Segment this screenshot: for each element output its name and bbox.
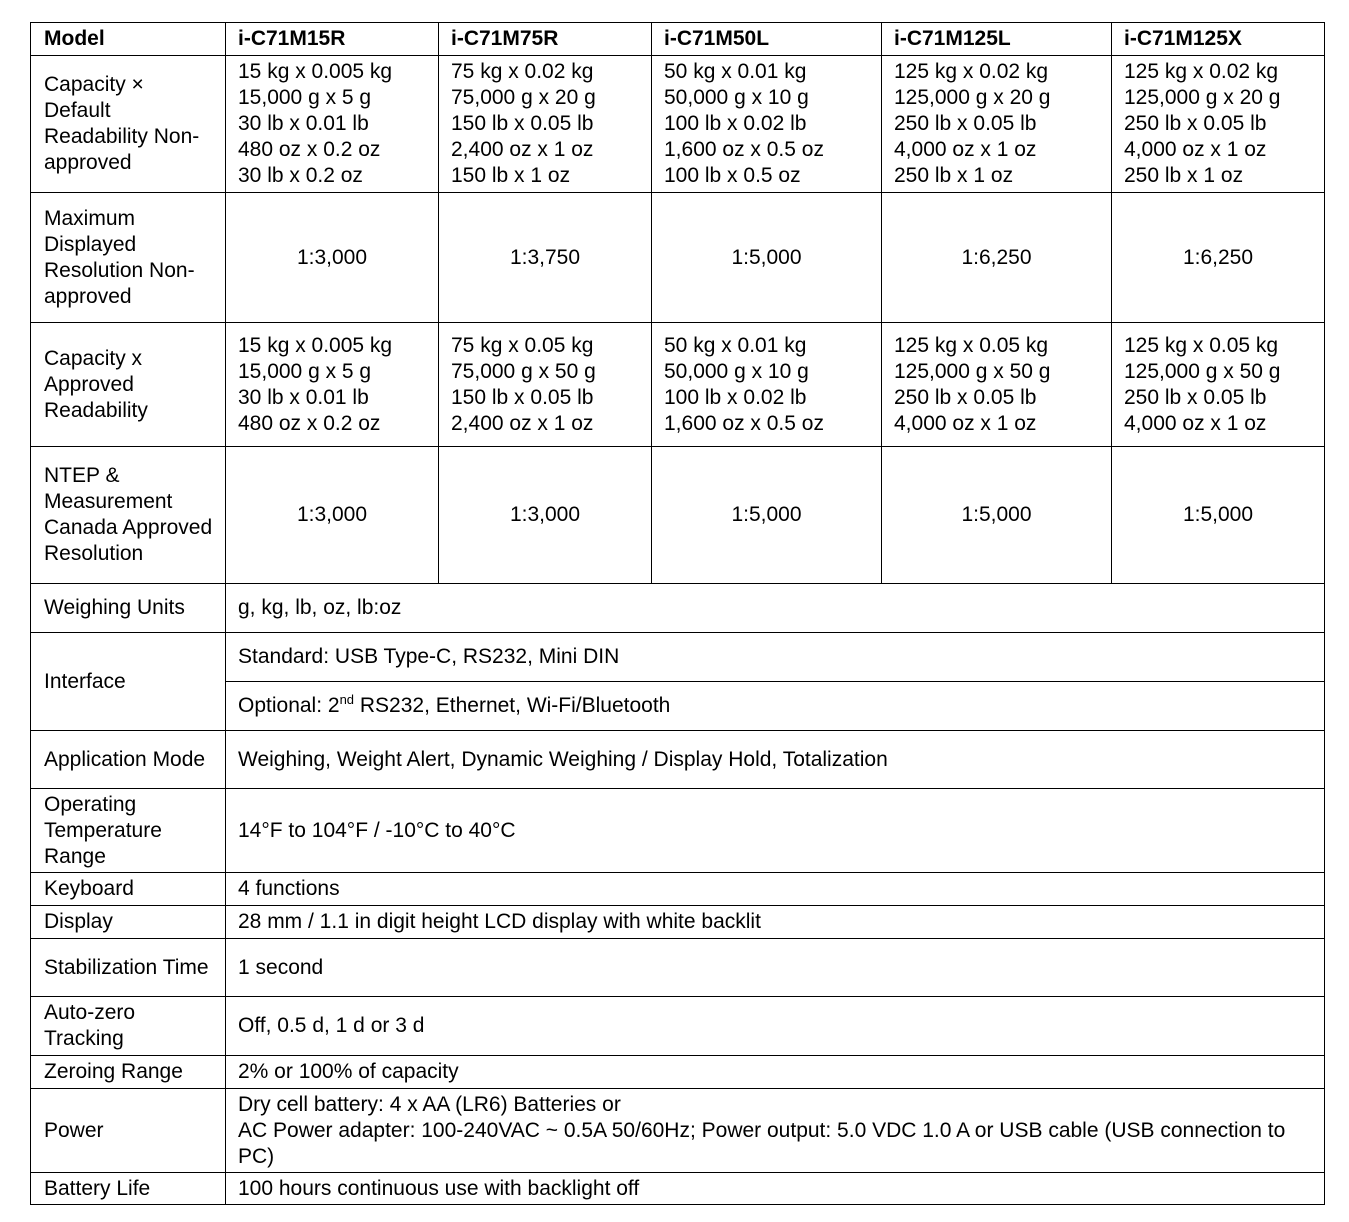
model-name: i-C71M125L — [882, 23, 1112, 56]
capacity-cell: 125 kg x 0.02 kg 125,000 g x 20 g 250 lb x 0.05 lb 4,000 oz x 1 oz 250 lb x 1 oz — [1112, 56, 1325, 193]
value-cell: 4 functions — [226, 873, 1325, 906]
resolution-cell: 1:5,000 — [652, 447, 882, 584]
weighing-units-row — [31, 584, 1325, 633]
specifications-table — [30, 22, 1325, 1205]
resolution-cell: 1:6,250 — [882, 193, 1112, 323]
resolution-cell: 1:5,000 — [1112, 447, 1325, 584]
row-label: Keyboard — [31, 873, 226, 906]
model-name: i-C71M15R — [226, 23, 439, 56]
resolution-cell: 1:3,000 — [226, 447, 439, 584]
value-cell: 14°F to 104°F / -10°C to 40°C — [226, 789, 1325, 873]
auto-zero-row — [31, 997, 1325, 1056]
resolution-cell: 1:5,000 — [882, 447, 1112, 584]
model-header: Model — [31, 23, 226, 56]
value-cell: 28 mm / 1.1 in digit height LCD display with white backlit — [226, 906, 1325, 939]
row-label: Power — [31, 1089, 226, 1173]
row-label: Stabilization Time — [31, 939, 226, 997]
row-label: Capacity x Approved Readability — [31, 323, 226, 447]
keyboard-row — [31, 873, 1325, 906]
capacity-cell: 125 kg x 0.05 kg 125,000 g x 50 g 250 lb x 0.05 lb 4,000 oz x 1 oz — [1112, 323, 1325, 447]
ntep-row — [31, 447, 1325, 584]
row-label: Interface — [31, 633, 226, 731]
capacity-approved-row — [31, 323, 1325, 447]
capacity-cell: 15 kg x 0.005 kg 15,000 g x 5 g 30 lb x 0.01 lb 480 oz x 0.2 oz 30 lb x 0.2 oz — [226, 56, 439, 193]
resolution-cell: 1:3,000 — [226, 193, 439, 323]
capacity-cell: 75 kg x 0.02 kg 75,000 g x 20 g 150 lb x 0.05 lb 2,400 oz x 1 oz 150 lb x 1 oz — [439, 56, 652, 193]
model-name: i-C71M75R — [439, 23, 652, 56]
resolution-cell: 1:3,000 — [439, 447, 652, 584]
capacity-cell: 15 kg x 0.005 kg 15,000 g x 5 g 30 lb x 0.01 lb 480 oz x 0.2 oz — [226, 323, 439, 447]
capacity-cell: 125 kg x 0.02 kg 125,000 g x 20 g 250 lb x 0.05 lb 4,000 oz x 1 oz 250 lb x 1 oz — [882, 56, 1112, 193]
battery-life-row — [31, 1173, 1325, 1205]
row-label: Maximum Displayed Resolution Non-approved — [31, 193, 226, 323]
power-row — [31, 1089, 1325, 1173]
capacity-cell: 50 kg x 0.01 kg 50,000 g x 10 g 100 lb x 0.02 lb 1,600 oz x 0.5 oz — [652, 323, 882, 447]
operating-temperature-row — [31, 789, 1325, 873]
value-cell: Weighing, Weight Alert, Dynamic Weighing / Display Hold, Totalization — [226, 731, 1325, 789]
row-label: Capacity × Default Readability Non-approved — [31, 56, 226, 193]
value-cell: 1 second — [226, 939, 1325, 997]
application-mode-row — [31, 731, 1325, 789]
row-label: Zeroing Range — [31, 1056, 226, 1089]
row-label: NTEP & Measurement Canada Approved Resolution — [31, 447, 226, 584]
capacity-cell: 125 kg x 0.05 kg 125,000 g x 50 g 250 lb x 0.05 lb 4,000 oz x 1 oz — [882, 323, 1112, 447]
interface-standard: Standard: USB Type-C, RS232, Mini DIN — [226, 633, 1325, 682]
capacity-default-row — [31, 56, 1325, 193]
row-label: Weighing Units — [31, 584, 226, 633]
interface-row — [31, 633, 1325, 682]
display-row — [31, 906, 1325, 939]
zeroing-range-row — [31, 1056, 1325, 1089]
row-label: Auto-zero Tracking — [31, 997, 226, 1056]
stabilization-time-row — [31, 939, 1325, 997]
model-name: i-C71M125X — [1112, 23, 1325, 56]
value-cell: Off, 0.5 d, 1 d or 3 d — [226, 997, 1325, 1056]
capacity-cell: 75 kg x 0.05 kg 75,000 g x 50 g 150 lb x 0.05 lb 2,400 oz x 1 oz — [439, 323, 652, 447]
value-cell: 100 hours continuous use with backlight off — [226, 1173, 1325, 1205]
value-cell: g, kg, lb, oz, lb:oz — [226, 584, 1325, 633]
header-row — [31, 23, 1325, 56]
value-cell: Dry cell battery: 4 x AA (LR6) Batteries or AC Power adapter: 100-240VAC ~ 0.5A 50/60Hz; Power output: 5.0 VDC 1.0 A or USB cable (USB connection to PC) — [226, 1089, 1325, 1173]
row-label: Operating Temperature Range — [31, 789, 226, 873]
resolution-cell: 1:6,250 — [1112, 193, 1325, 323]
row-label: Display — [31, 906, 226, 939]
row-label: Battery Life — [31, 1173, 226, 1205]
interface-optional: Optional: 2nd RS232, Ethernet, Wi-Fi/Bluetooth — [226, 682, 1325, 731]
max-resolution-row — [31, 193, 1325, 323]
model-name: i-C71M50L — [652, 23, 882, 56]
resolution-cell: 1:3,750 — [439, 193, 652, 323]
capacity-cell: 50 kg x 0.01 kg 50,000 g x 10 g 100 lb x 0.02 lb 1,600 oz x 0.5 oz 100 lb x 0.5 oz — [652, 56, 882, 193]
row-label: Application Mode — [31, 731, 226, 789]
resolution-cell: 1:5,000 — [652, 193, 882, 323]
value-cell: 2% or 100% of capacity — [226, 1056, 1325, 1089]
interface-optional-row — [31, 682, 1325, 731]
